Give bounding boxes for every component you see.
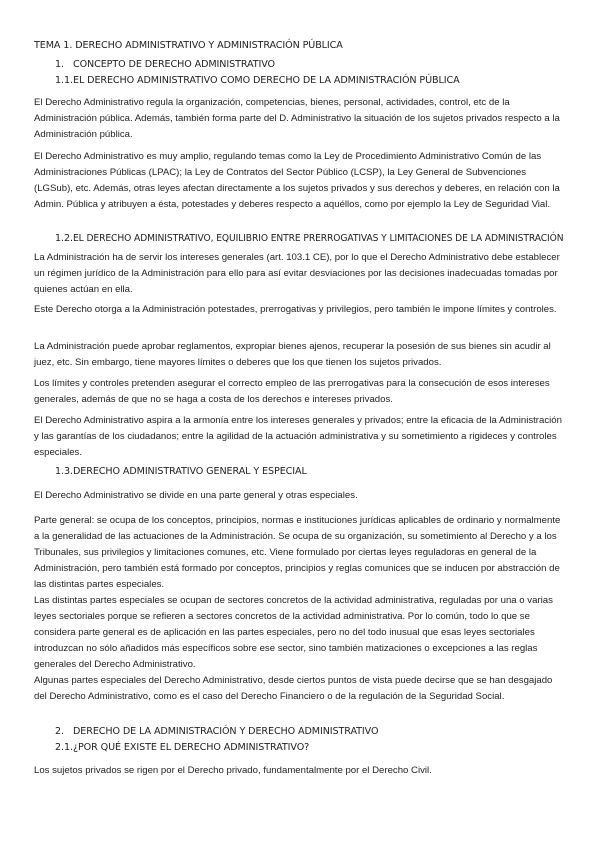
paragraph: Parte general: se ocupa de los conceptos, principios, normas e instituciones jurídicas aplicables de ordinario y normalmente a la generalidad de las actuaciones de la Administración. Se ocupa de su organización, su sometimiento al Derecho y a los Tribunales, sus privilegios y limitaciones comunes, etc. Viene formulado por ciertas leyes reguladoras en general de la Administración, pero también está formado por conceptos, principios y reglas comunices que se inducen por abstracción de las distintas partes especiales. <box>34 515 561 590</box>
paragraph: Los límites y controles pretenden asegurar el correcto empleo de las prerrogativas para la consecución de esos intereses generales, además de que no se haga a costa de los derechos e intereses privados. <box>34 378 550 405</box>
paragraph: Algunas partes especiales del Derecho Administrativo, desde ciertos puntos de vista puede decirse que se han desgajado del Derecho Administrativo, como es el caso del Derecho Financiero o de la regulación de la Seguridad Social. <box>34 675 553 702</box>
section-1-heading: CONCEPTO DE DERECHO ADMINISTRATIVO <box>73 59 275 70</box>
subsection-2-1-number: 2.1. <box>55 742 73 753</box>
section-1-number: 1. <box>55 59 64 70</box>
subsection-1-2-heading: EL DERECHO ADMINISTRATIVO, EQUILIBRIO ENTRE PRERROGATIVAS Y LIMITACIONES DE LA ADMINISTRACIÓN <box>73 233 564 244</box>
paragraph: El Derecho Administrativo regula la organización, competencias, bienes, personal, actividades, control, etc de la Administración pública. Además, también forma parte del D. Administrativo la situación de los sujetos privados respecto a la Administración pública. <box>34 97 560 140</box>
document-title: TEMA 1. DERECHO ADMINISTRATIVO Y ADMINISTRACIÓN PÚBLICA <box>34 40 343 51</box>
subsection-1-3-heading: DERECHO ADMINISTRATIVO GENERAL Y ESPECIAL <box>73 466 307 477</box>
paragraph: Las distintas partes especiales se ocupan de sectores concretos de la actividad administrativa, reguladas por una o varias leyes sectoriales porque se refieren a sectores concretos de la actividad administrativa. Por lo común, todo lo que se considera parte general es de aplicación en las partes especiales, pero no del todo inusual que esas leyes sectoriales introduzcan no sólo añadidos más específicos sobre ese sector, sino también matizaciones o excepciones a las reglas generales del Derecho Administrativo. <box>34 595 553 670</box>
subsection-1-1-heading: EL DERECHO ADMINISTRATIVO COMO DERECHO DE LA ADMINISTRACIÓN PÚBLICA <box>73 75 460 86</box>
paragraph: El Derecho Administrativo es muy amplio, regulando temas como la Ley de Procedimiento Administrativo Común de las Administraciones Públicas (LPAC); la Ley de Contratos del Sector Público (LCSP), la Ley General de Subvenciones (LGSub), etc. Además, otras leyes afectan directamente a los sujetos privados y sus derechos y deberes, en relación con la Admin. Pública y atribuyen a ésta, potestades y deberes respecto a aquéllos, como por ejemplo la Ley de Seguridad Vial. <box>34 151 560 210</box>
paragraph: Este Derecho otorga a la Administración potestades, prerrogativas y privilegios, pero también le impone límites y controles. <box>34 304 557 315</box>
subsection-1-3-number: 1.3. <box>55 466 73 477</box>
paragraph: Los sujetos privados se rigen por el Derecho privado, fundamentalmente por el Derecho Civil. <box>34 765 432 776</box>
paragraph: La Administración puede aprobar reglamentos, expropiar bienes ajenos, recuperar la posesión de sus bienes sin acudir al juez, etc. Sin embargo, tiene mayores límites o deberes que los que tienen los sujetos privados. <box>34 341 551 368</box>
section-2-number: 2. <box>55 726 64 737</box>
section-2-heading: DERECHO DE LA ADMINISTRACIÓN Y DERECHO ADMINISTRATIVO <box>73 726 379 737</box>
paragraph: El Derecho Administrativo se divide en una parte general y otras especiales. <box>34 490 358 501</box>
subsection-2-1-heading: ¿POR QUÉ EXISTE EL DERECHO ADMINISTRATIVO? <box>73 742 310 753</box>
paragraph: La Administración ha de servir los intereses generales (art. 103.1 CE), por lo que el Derecho Administrativo debe establecer un régimen jurídico de la Administración para ello para así evitar desviaciones por las decisiones inadecuadas tomadas por quienes actúan en ella. <box>34 252 560 295</box>
paragraph: El Derecho Administrativo aspira a la armonía entre los intereses generales y privados; entre la eficacia de la Administración y las garantías de los ciudadanos; entre la agilidad de la actuación administrativa y su sometimiento a rigideces y controles especiales. <box>34 415 562 458</box>
subsection-1-1-number: 1.1. <box>55 75 73 86</box>
subsection-1-2-number: 1.2. <box>55 233 73 244</box>
